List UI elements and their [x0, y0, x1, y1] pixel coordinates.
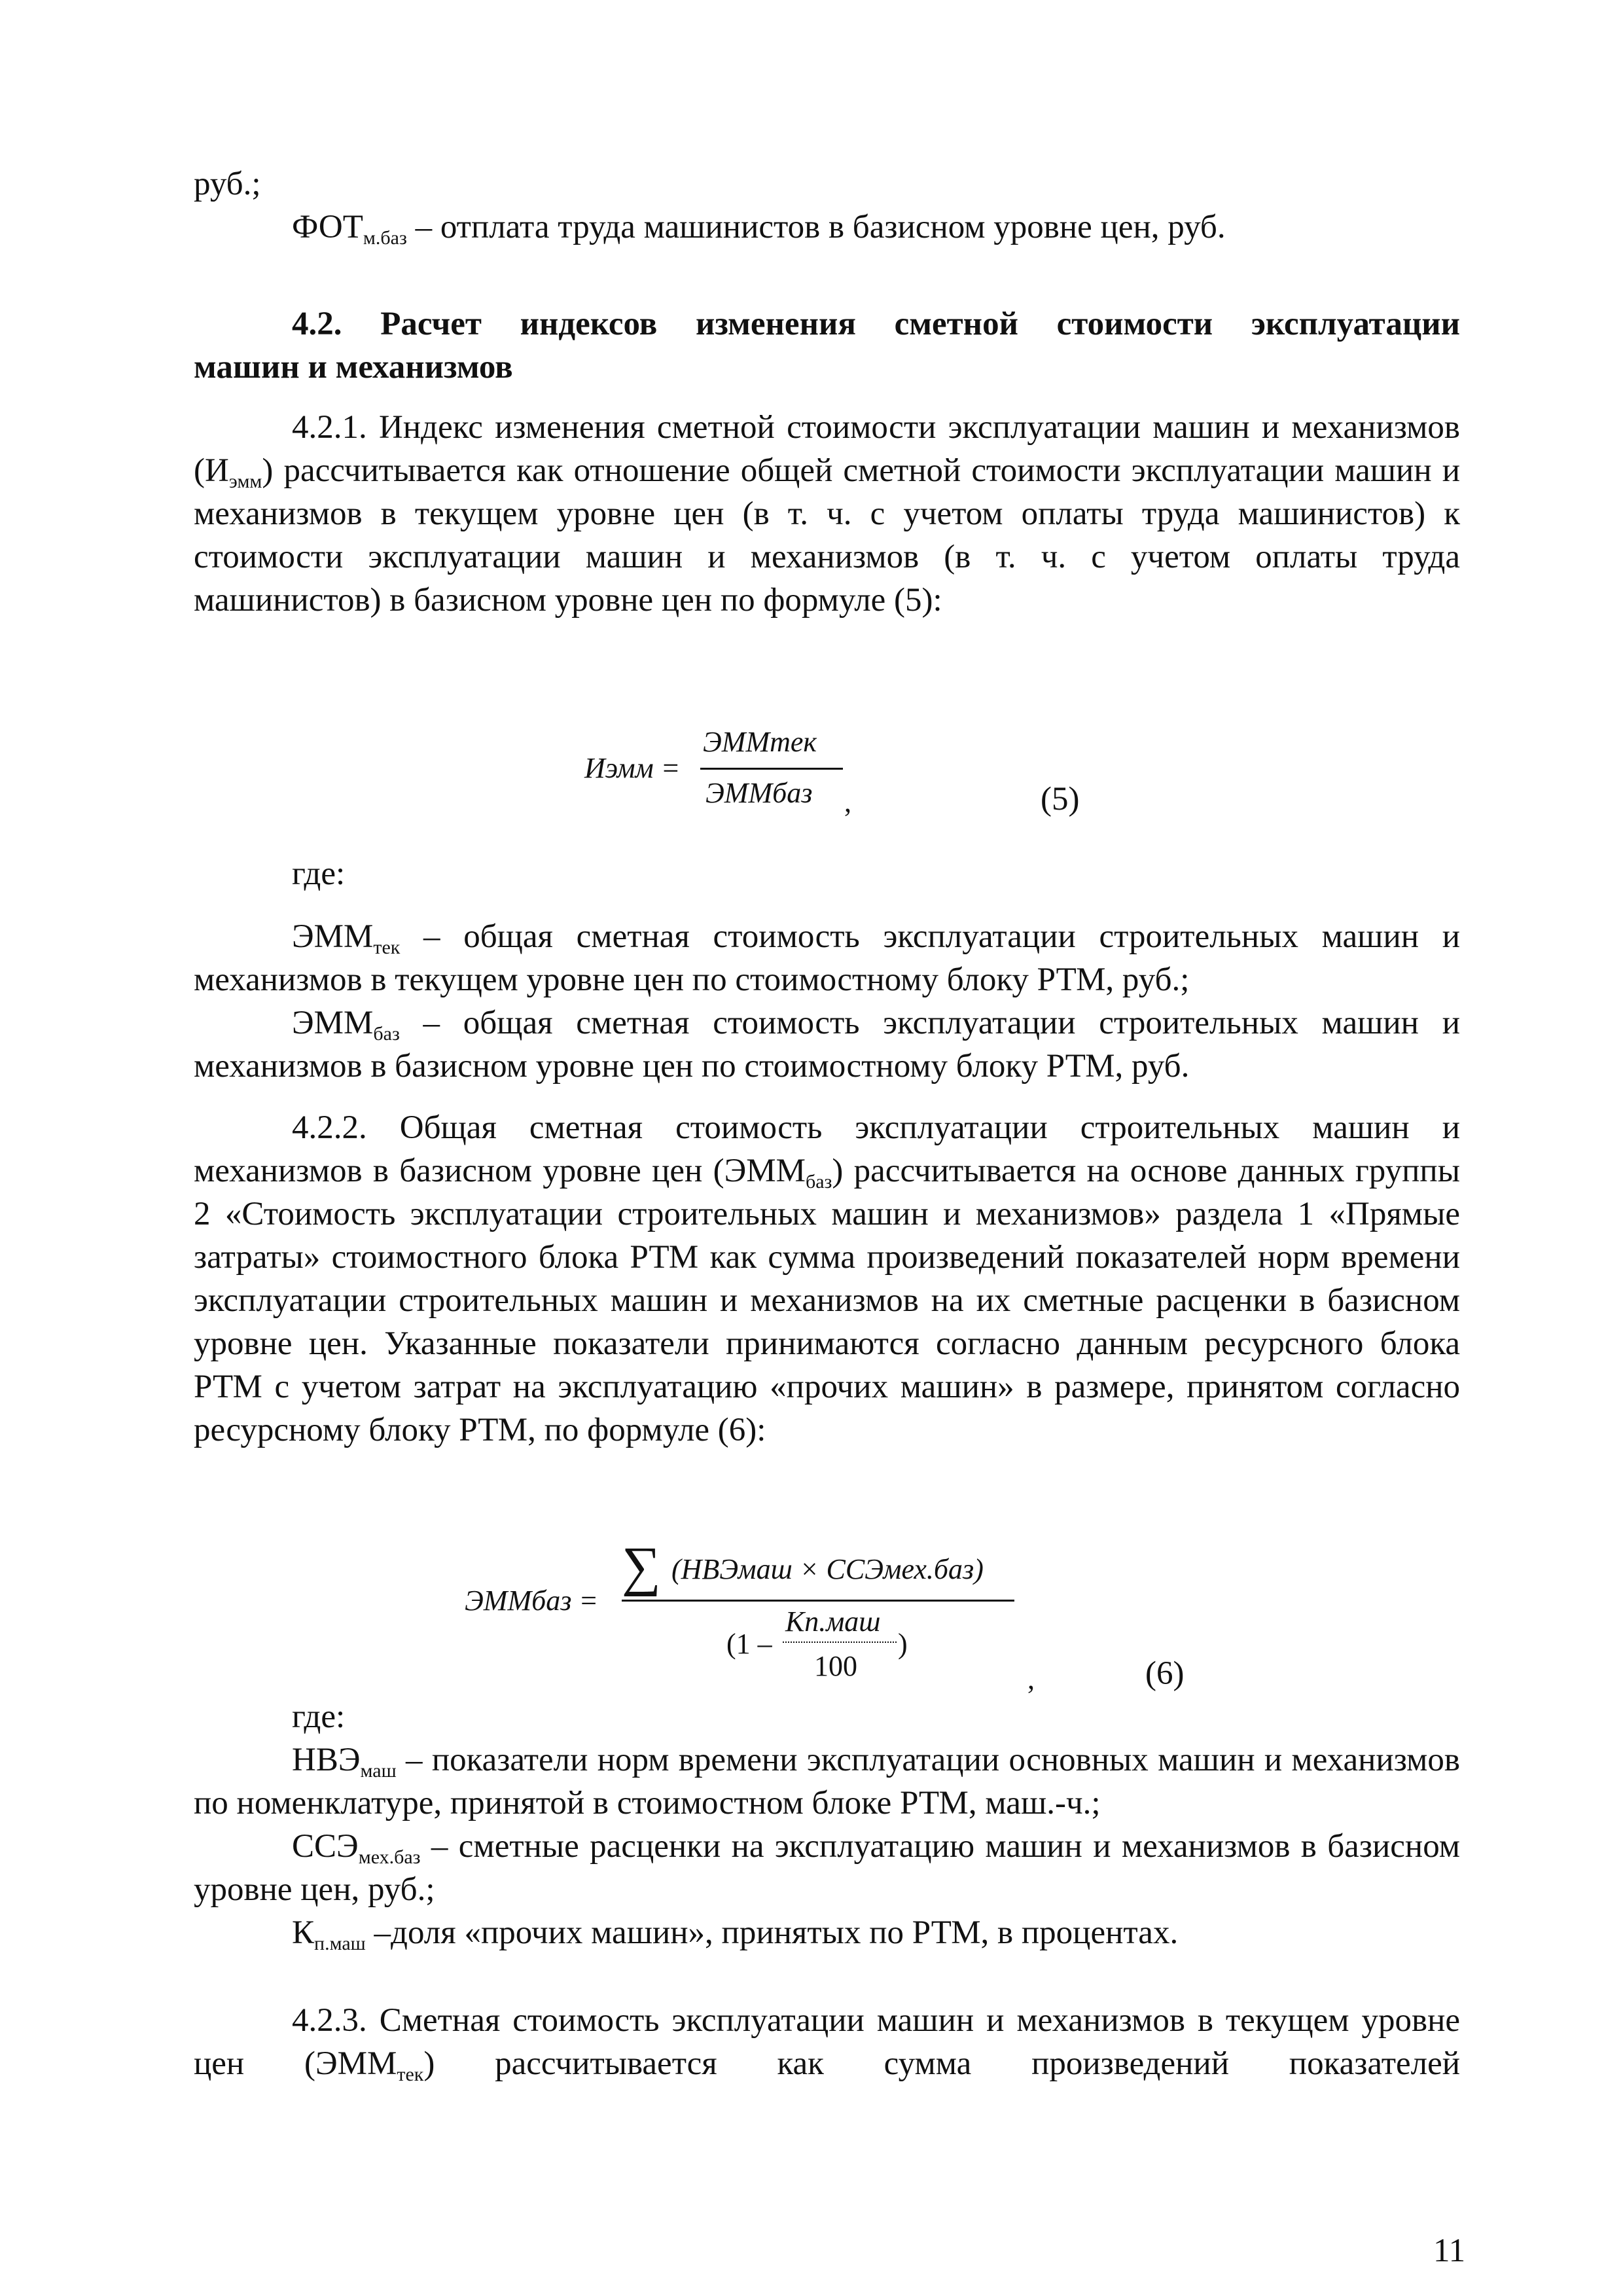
definition-fot: $ФОТ_{м.баз}$ – отплата труда машинистов в базисном уровне цен, руб.	[292, 209, 1226, 249]
paragraph-4-2-3: 4.2.3. Сметная стоимость эксплуатации машин и механизмов в текущем уровне цен $(ЭММ_{тек})$ рассчитывается как сумма произведений показателей	[194, 2002, 1460, 2085]
definition-sse: $ССЭ_{мех.баз}$ – сметные расценки на эксплуатацию машин и механизмов в базисном уровне цен, руб.;	[194, 1828, 1460, 1908]
definition-kp: $К_{п.маш}$ –доля «прочих машин», принятых по РТМ, в процентах.	[292, 1914, 1179, 1954]
definition-nve: $НВЭ_{маш}$ – показатели норм времени эксплуатации основных машин и механизмов по номенклатуре, принятой в стоимостном блоке РТМ, маш.-ч.;	[194, 1742, 1460, 1821]
continuation-block	[194, 162, 1460, 249]
equation-number-6: (6)	[1145, 1655, 1185, 1692]
formula-5-lhs: Иэмм =	[584, 752, 681, 784]
definition-emm-tek: $ЭММ_{тек}$ – общая сметная стоимость эксплуатации строительных машин и механизмов в текущем уровне цен по стоимостному блоку РТМ, руб.;	[194, 918, 1460, 998]
fraction-bar-main	[622, 1600, 1014, 1602]
summation-sign: ∑	[622, 1536, 661, 1597]
formula-6-inner-numerator: Кп.маш	[785, 1605, 881, 1638]
definition-emm-baz: $ЭММ_{баз}$ – общая сметная стоимость эксплуатации строительных машин и механизмов в базисном уровне цен по стоимостному блоку РТМ, руб.	[194, 1005, 1460, 1085]
formula-6-numerator: (НВЭмаш × ССЭмех.баз)	[671, 1553, 984, 1585]
where-block-1	[194, 852, 1460, 895]
heading-line-1: 4.2. Расчет индексов изменения сметной стоимости эксплуатации	[292, 306, 1460, 342]
formula-6: ЭММбаз = ∑ (НВЭмаш × ССЭмех.баз) (1 – Кп.маш 100 ) , (6)	[465, 1536, 1185, 1695]
fraction-bar-inner	[783, 1641, 897, 1643]
line-rub: руб.;	[194, 166, 261, 202]
paragraph-4-2-1: 4.2.1. Индекс изменения сметной стоимости эксплуатации машин и механизмов $(И_{эмм})$ рассчитывается как отношение общей сметной стоимости эксплуатации машин и механизмов в текущем уровне цен (в т. ч. с учетом оплаты труда машинистов) к стоимости эксплуатации машин и механизмов (в т. ч. с учетом оплаты труда машинистов) в базисном уровне цен по формуле (5):	[194, 409, 1460, 619]
definitions-emm	[194, 915, 1460, 1088]
heading-line-2: машин и механизмов	[194, 349, 513, 386]
fraction-bar	[700, 768, 843, 770]
formula-6-inner-denominator: 100	[814, 1650, 857, 1682]
formula-6-lhs: ЭММбаз =	[465, 1585, 599, 1617]
paragraph-4-2-2: 4.2.2. Общая сметная стоимость эксплуатации строительных машин и механизмов в базисном уровне цен $(ЭММ_{баз})$ рассчитывается на основе данных группы 2 «Стоимость эксплуатации строительных машин и механизмов» раздела 1 «Прямые затраты» стоимостного блока РТМ как сумма произведений показателей норм времени эксплуатации строительных машин и механизмов на их сметные расценки в базисном уровне цен. Указанные показатели принимаются согласно данным ресурсного блока РТМ с учетом затрат на эксплуатацию «прочих машин» в размере, принятом согласно ресурсному блоку РТМ, по формуле (6):	[194, 1109, 1460, 1448]
formula-5-denominator: ЭММбаз	[705, 777, 813, 809]
where-block-2: где: $НВЭ_{маш}$ – показатели норм времени эксплуатации основных машин и механизмов по номенклатуре, принятой в стоимостном блоке РТМ, маш.-ч.; $ССЭ_{мех.баз}$ – сметные расценки на эксплуатацию машин и механизмов в базисном уровне цен, руб.; $К_{п.маш}$ –доля «прочих машин», принятых по РТМ, в процентах.	[194, 1698, 1460, 1954]
formula-5: Иэмм = ЭММтек ЭММбаз , (5)	[584, 726, 1080, 818]
section-heading	[194, 302, 1460, 389]
formula-5-numerator: ЭММтек	[703, 726, 817, 758]
equation-number-5: (5)	[1041, 781, 1080, 817]
where-label: где:	[292, 855, 346, 892]
page-number: 11	[1433, 2233, 1466, 2269]
